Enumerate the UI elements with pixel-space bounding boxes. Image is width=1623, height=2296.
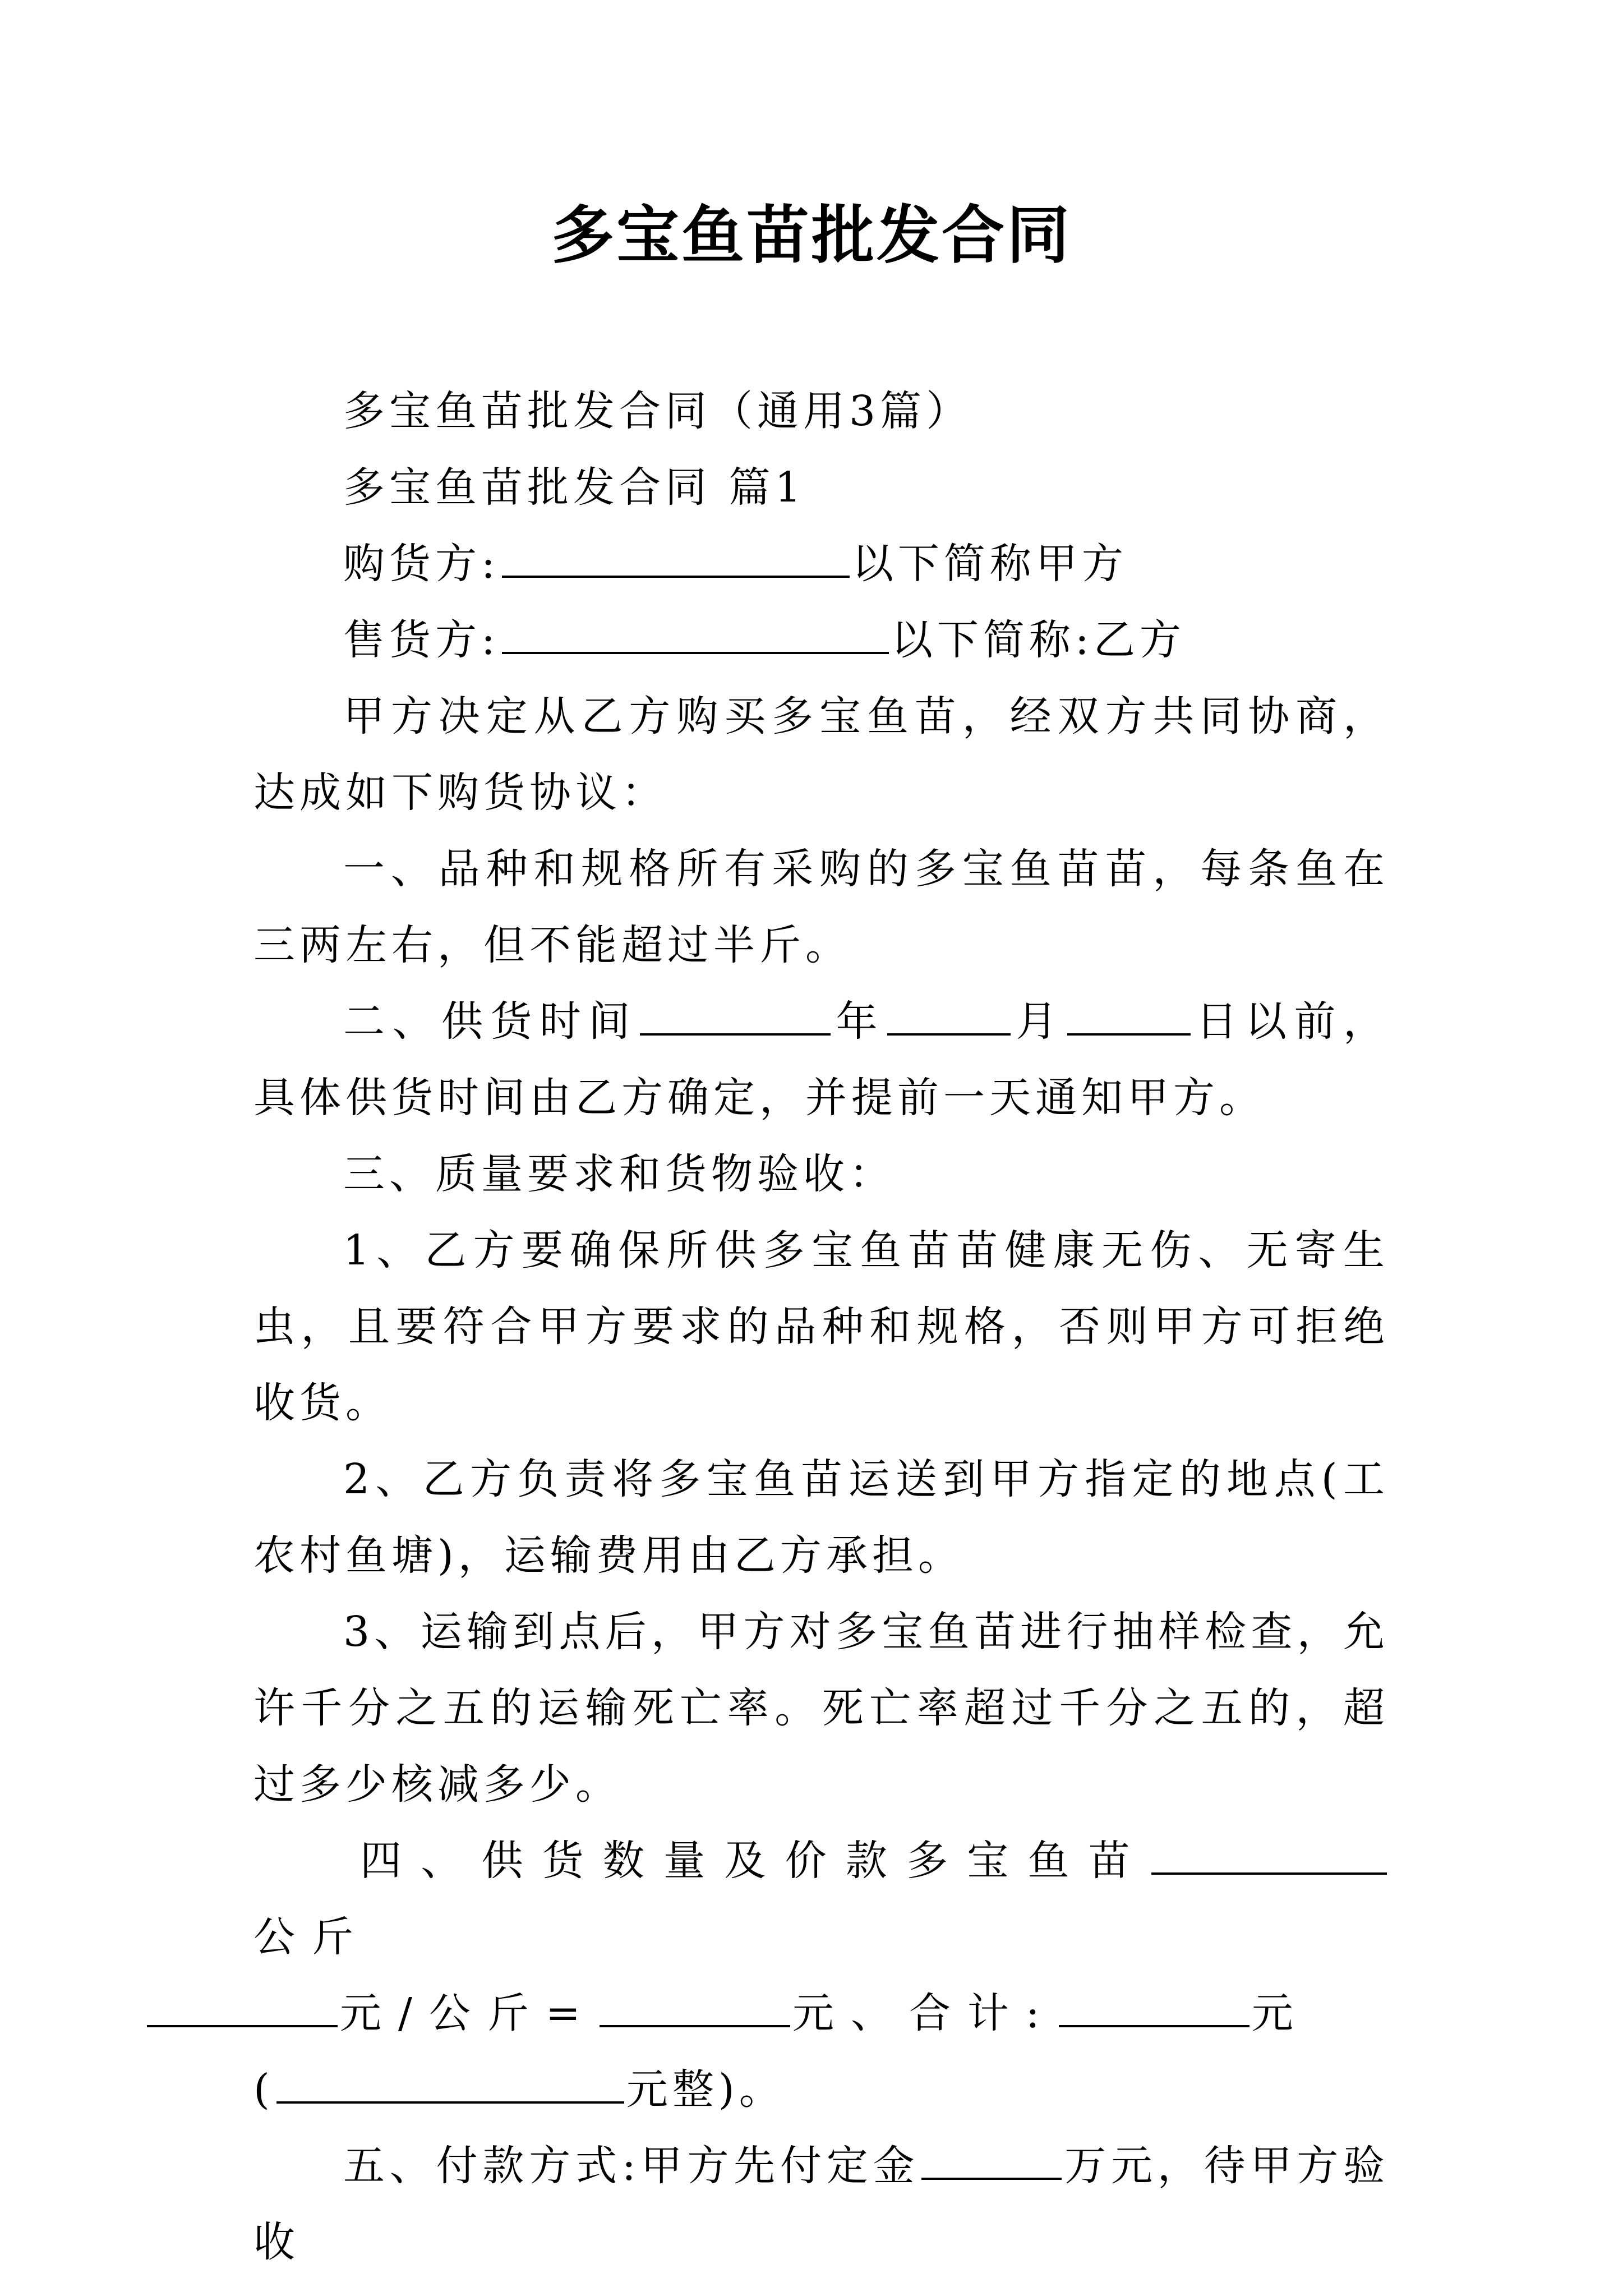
total-blank	[1059, 1991, 1249, 2027]
document-title: 多宝鱼苗批发合同	[551, 199, 1072, 272]
clause-4-amount-in-words	[253, 2051, 1389, 2128]
paren-close: 元整)。	[626, 2065, 785, 2114]
buyer-line	[253, 526, 1389, 602]
seller-label: 售货方:	[343, 616, 500, 664]
clause-4-prefix: 四、供货数量及价款多宝鱼苗	[360, 1837, 1149, 1885]
buyer-label: 购货方:	[343, 540, 500, 588]
subtotal-blank	[600, 1991, 790, 2027]
clause-3: 三、质量要求和货物验收：	[343, 1150, 895, 1198]
paren-open: (	[253, 2065, 274, 2114]
year-label: 年	[833, 997, 885, 1046]
quantity-blank	[1151, 1839, 1387, 1875]
yuan-total-label: 元、合计:	[792, 1989, 1057, 2037]
unit-price-blank	[147, 1991, 338, 2027]
clause-4	[253, 1823, 1389, 2051]
clause-2-suffix: 日以前，具体供货时间由乙方确定，并提前一天通知甲方。	[253, 997, 1389, 1122]
clause-2	[253, 983, 1389, 1136]
buyer-blank	[502, 542, 850, 578]
amount-in-words-blank	[276, 2068, 624, 2104]
clause-2-prefix: 二、供货时间	[343, 997, 638, 1046]
document-body	[253, 373, 1389, 2280]
deposit-blank	[921, 2144, 1062, 2180]
seller-suffix: 以下简称:乙方	[891, 616, 1186, 664]
day-blank	[1067, 1000, 1191, 1036]
clause-5	[253, 2128, 1389, 2280]
unit-price-label: 元/公斤=	[340, 1989, 597, 2037]
seller-line	[253, 602, 1389, 678]
clause-1: 一、品种和规格所有采购的多宝鱼苗苗，每条鱼在三两左右，但不能超过半斤。	[253, 845, 1389, 969]
clause-5-prefix: 五、付款方式:甲方先付定金	[343, 2142, 920, 2190]
seller-blank	[502, 618, 889, 654]
clause-5-suffix: 万元，待甲方验收	[253, 2142, 1389, 2266]
yuan-label: 元	[1251, 1989, 1310, 2037]
unit-kg: 公斤	[253, 1913, 370, 1961]
intro-paragraph: 甲方决定从乙方购买多宝鱼苗，经双方共同协商，达成如下购货协议：	[253, 692, 1389, 817]
clause-3-2: 2、乙方负责将多宝鱼苗运送到甲方指定的地点(工农村鱼塘)，运输费用由乙方承担。	[253, 1455, 1389, 1580]
subtitle: 多宝鱼苗批发合同（通用3篇）	[343, 387, 972, 435]
clause-3-3: 3、运输到点后，甲方对多宝鱼苗进行抽样检查，允许千分之五的运输死亡率。死亡率超过千分之五的，超过多少核减多少。	[253, 1608, 1389, 1809]
buyer-suffix: 以下简称甲方	[851, 540, 1128, 588]
section-heading: 多宝鱼苗批发合同 篇1	[343, 463, 806, 512]
month-label: 月	[1013, 997, 1065, 1046]
month-blank	[887, 1000, 1011, 1036]
year-blank	[640, 1000, 831, 1036]
clause-3-1: 1、乙方要确保所供多宝鱼苗苗健康无伤、无寄生虫，且要符合甲方要求的品种和规格，否则甲方可拒绝收货。	[253, 1226, 1389, 1427]
